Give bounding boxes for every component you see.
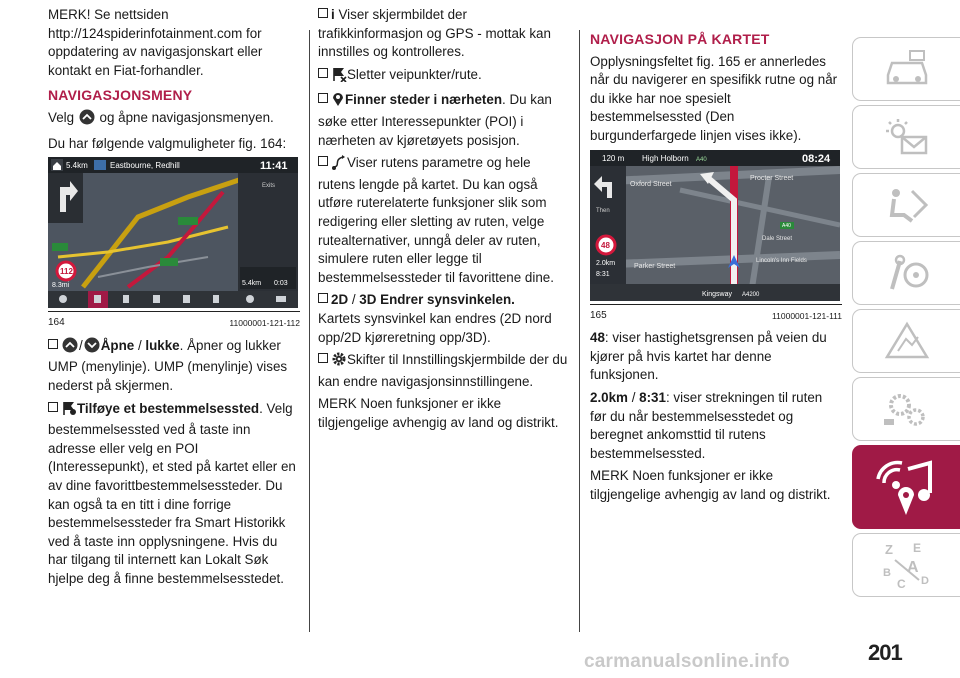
figure-164 — [48, 157, 300, 333]
screen164-dist2: 8.3mi — [52, 282, 70, 290]
wrench-tab-icon — [882, 253, 932, 293]
bullet-square — [318, 156, 328, 166]
screen165-s5: Kingsway — [702, 290, 732, 298]
chevron-up-circle-icon — [78, 109, 96, 131]
figure-165-caption: 165 11000001-121-111 — [590, 304, 842, 326]
column-divider — [579, 30, 580, 632]
screen164-time: 11:41 — [260, 160, 288, 173]
screen165-dist2: 2.0km — [596, 259, 616, 267]
figure-165 — [590, 150, 842, 326]
route-icon — [331, 154, 347, 176]
screen165-s2: Procter Street — [750, 174, 794, 182]
index-tab-icon — [877, 540, 937, 590]
map-164 — [48, 157, 298, 308]
distance-eta-description: 2.0km / 8:31: viser strekningen til ruten før du når bestemmelsesstedet og beregnet ankomsttid til rutens bestemmelsessted. — [590, 389, 823, 461]
screen164-dist3: 5.4km — [242, 280, 262, 288]
tab-gears[interactable] — [852, 377, 960, 441]
speed-limit-description: 48: viser hastighetsgrensen på veien du kjører på hvis kartet har denne funksjonen. — [590, 330, 827, 383]
bullet-square — [318, 93, 328, 103]
watermark: carmanualsonline.info — [584, 651, 790, 672]
tab-multimedia[interactable] — [852, 445, 960, 529]
note-features: MERK Noen funksjoner er ikke tilgjengelige avhengig av land og distrikt. — [590, 468, 831, 502]
nav-screen-164 — [48, 157, 298, 308]
svg-text:C: C — [896, 577, 906, 590]
flag-remove-icon — [331, 66, 347, 88]
bullet-square — [318, 353, 328, 363]
seat-tab-icon — [882, 185, 932, 225]
screen165-s3: Parker Street — [634, 262, 676, 270]
screen164-exits: Exits — [262, 183, 276, 190]
svg-text:D: D — [920, 575, 929, 587]
tab-wrench[interactable] — [852, 241, 960, 305]
screen165-badge: A40 — [696, 156, 707, 163]
bullet-square — [318, 8, 328, 18]
gears-tab-icon — [882, 389, 932, 429]
svg-text:B: B — [882, 567, 891, 579]
pin-icon — [331, 91, 345, 113]
svg-text:A: A — [906, 559, 919, 576]
screen165-s4: Lincoln's Inn Fields — [756, 257, 807, 264]
item-add-destination: Tilføye et bestemmelsessted. Velg bestemmelsessted ved å taste inn adresse eller velg en POI (Interessepunkt), et sted på kartet eller en av dine favorittbestemmelsessteder. Du kan også ta en titt i dine forrige bestemmelsessteder fra Smart Historikk ved å taste inn opplysningene. Hvis du har tilgang til internett kan Lokalt Søk hjelpe deg å finne bestemmelsesstedet. — [48, 400, 296, 586]
item-settings: Skifter til Innstillingskjermbilde der du kan endre navigasjonsinnstillingene. — [318, 352, 568, 389]
select-menu-text: Velg og åpne navigasjonsmenyen. — [48, 109, 300, 131]
item-info: i Viser skjermbildet der trafikkinformasjon og GPS - mottak kan innstilles og kontrolleres. — [318, 7, 551, 60]
page-number: 201 — [868, 640, 902, 665]
item-2d-3d: 2D / 3D Endrer synsvinkelen. Kartets synsvinkel kan endres (2D nord opp/2D kjøreretning opp/3D). — [318, 292, 552, 345]
tab-seat[interactable] — [852, 173, 960, 237]
bullet-square — [318, 68, 328, 78]
column-divider — [309, 30, 310, 632]
note-features: MERK Noen funksjoner er ikke tilgjengelige avhengig av land og distrikt. — [318, 396, 559, 430]
column-middle — [318, 6, 570, 436]
item-delete-route: Sletter veipunkter/rute. — [318, 66, 570, 88]
nav-screen-165 — [590, 150, 840, 301]
screen165-s7: Dale Street — [762, 235, 793, 242]
chapter-tabs — [852, 37, 960, 601]
bullet-square — [318, 293, 328, 303]
map-165 — [590, 150, 840, 301]
note-website: MERK! Se nettsiden http://124spiderinfotainment.com for oppdatering av navigasjonskart eller kontakt en Fiat-forhandler. — [48, 7, 263, 78]
heading-map-navigation: NAVIGASJON PÅ KARTET — [590, 31, 770, 47]
screen165-street: High Holborn — [642, 153, 689, 163]
item-route-params: Viser rutens parametre og hele rutens lengde på kartet. Du kan også utføre ruterelaterte funksjoner slik som redigering eller sletting av ruten, velge rutealternativer, unngå deler av ruten, simulere ruten eller legge til bestemmelsessteder til favorittene dine. — [318, 155, 554, 285]
figure-164-caption: 164 11000001-121-112 — [48, 311, 300, 333]
screen165-time: 08:24 — [802, 152, 831, 165]
bullet-square — [48, 402, 58, 412]
screen165-s6: A4200 — [742, 291, 760, 298]
heading-navigation-menu: NAVIGASJONSMENY — [48, 87, 193, 104]
screen164-route: Eastbourne, Redhill — [110, 161, 180, 171]
lights-tab-icon — [882, 117, 932, 157]
svg-text:Z: Z — [884, 542, 893, 557]
screen165-eta: 8:31 — [596, 270, 610, 278]
screen165-speed: 48 — [601, 240, 610, 250]
info-panel-intro: Opplysningsfeltet fig. 165 er annerledes når du navigerer en spesifikk rutne og når du ikke har noe spesielt bestemmelsessted (Den burgunderfargede linjen vises ikke). — [590, 53, 838, 143]
item-open-close: / Åpne / lukke. Åpner og lukker UMP (menylinje). UMP (menylinje) vises nederst på skjermen. — [48, 337, 288, 393]
screen164-clock2: 0:03 — [274, 280, 288, 288]
screen165-s8: A40 — [782, 222, 791, 229]
screen165-s1: Oxford Street — [630, 180, 672, 188]
options-intro: Du har følgende valgmuligheter fig. 164: — [48, 135, 287, 151]
warning-tab-icon — [882, 321, 932, 361]
tab-index[interactable] — [852, 533, 960, 597]
column-left — [48, 6, 300, 592]
item-nearby: Finner steder i nærheten. Du kan søke etter Interessepunkter (POI) i nærheten av kjøretøyets posisjon. — [318, 92, 552, 148]
gear-icon — [331, 351, 347, 373]
bullet-square — [48, 339, 58, 349]
tab-warning[interactable] — [852, 309, 960, 373]
flag-plus-icon — [61, 400, 77, 422]
screen165-dist: 120 m — [602, 153, 625, 163]
chevron-up-circle-icon — [61, 337, 79, 359]
screen164-dist: 5.4km — [66, 161, 88, 171]
screen165-then: Then — [596, 207, 610, 214]
screen164-speed: 112 — [60, 267, 73, 277]
multimedia-tab-icon — [872, 457, 942, 517]
svg-text:E: E — [912, 541, 921, 555]
tab-lights[interactable] — [852, 105, 960, 169]
car-tab-icon — [882, 49, 932, 89]
tab-car[interactable] — [852, 37, 960, 101]
chevron-down-circle-icon — [83, 337, 101, 359]
column-right — [590, 6, 842, 509]
